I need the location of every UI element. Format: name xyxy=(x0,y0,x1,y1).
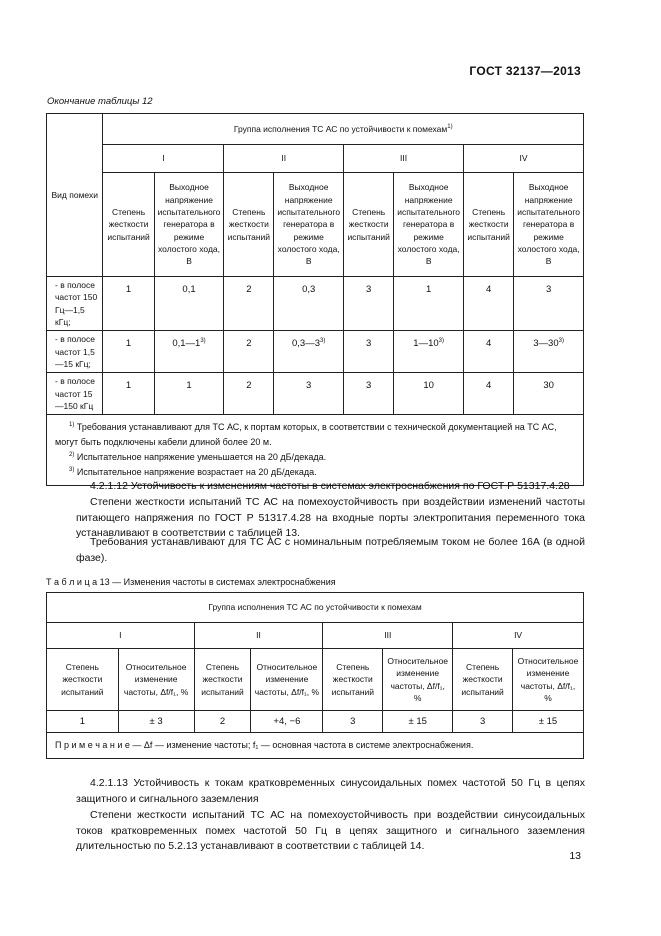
subheader-voltage: Выходное напряжение испытательного генератора в режиме холостого хода, В xyxy=(154,173,224,277)
subheader-relative-change: Относительное изменение частоты, Δf/f₁, % xyxy=(513,649,584,711)
row-label: - в полосе частот 150 Гц—1,5 кГц; xyxy=(47,277,103,331)
subheader-relative-change: Относительное изменение частоты, Δf/f₁, % xyxy=(118,649,194,711)
subheader-relative-change: Относительное изменение частоты, Δf/f₁, % xyxy=(251,649,323,711)
subheader-voltage: Выходное напряжение испытательного генератора в режиме холостого хода, В xyxy=(274,173,344,277)
table-cell: 30 xyxy=(514,373,584,415)
table-cell: 1 xyxy=(47,711,119,733)
table-cell: ± 15 xyxy=(513,711,584,733)
group-2-header: II xyxy=(194,623,323,649)
row-label: - в полосе частот 1,5—15 кГц; xyxy=(47,331,103,373)
table-cell: 0,1 xyxy=(154,277,224,331)
table-12 xyxy=(46,113,584,486)
table-cell: 1 xyxy=(103,331,154,373)
table-cell: 1—10$^{3)}$ xyxy=(394,331,464,373)
table-row xyxy=(47,277,584,331)
table-12-footnotes xyxy=(47,415,584,485)
table-cell: 4 xyxy=(464,331,514,373)
table-cell: 1 xyxy=(103,373,154,415)
table-row xyxy=(47,373,584,415)
table-cell: 1 xyxy=(103,277,154,331)
column-header-interference: Вид помехи xyxy=(47,114,103,277)
section-4-2-1-13-heading: 4.2.1.13 Устойчивость к токам кратковременных синусоидальных помех частотой 50 Гц в цепях защитного и сигнального заземления xyxy=(76,777,585,805)
table-cell: 3 xyxy=(344,277,394,331)
subheader-voltage: Выходное напряжение испытательного генератора в режиме холостого хода, В xyxy=(394,173,464,277)
group-4-header: IV xyxy=(464,145,584,173)
table-cell: 4 xyxy=(464,373,514,415)
footnote: $^{3)}$ Испытательное напряжение возрастает на 20 дБ/декада. xyxy=(69,466,317,477)
table-13-group-header: Группа исполнения ТС АС по устойчивости к помехам xyxy=(47,593,584,623)
subheader-degree: Степень жесткости испытаний xyxy=(194,649,251,711)
table-cell: ± 15 xyxy=(383,711,453,733)
table-cell: 3 xyxy=(344,373,394,415)
subheader-relative-change: Относительное изменение частоты, Δf/f₁, % xyxy=(383,649,453,711)
table-cell: 0,3 xyxy=(274,277,344,331)
subheader-degree: Степень жесткости испытаний xyxy=(323,649,383,711)
footnote: $^{2)}$ Испытательное напряжение уменьшается на 20 дБ/декада. xyxy=(69,451,327,462)
table-13-caption: Т а б л и ц а 13 — Изменения частоты в системах электроснабжения xyxy=(46,577,336,587)
table-cell: 2 xyxy=(194,711,251,733)
row-label: - в полосе частот 15—150 кГц xyxy=(47,373,103,415)
footnote: $^{1)}$ Требования устанавливают для ТС АС, к портам которых, в соответствии с технической документацией на ТС АС, могут быть подключены кабели длиной более 20 м. xyxy=(55,422,557,447)
table-13-note: П р и м е ч а н и е — Δf — изменение частоты; f₁ — основная частота в системе электроснабжения. xyxy=(47,733,584,759)
table-12-caption: Окончание таблицы 12 xyxy=(47,96,153,107)
group-2-header: II xyxy=(224,145,344,173)
subheader-voltage: Выходное напряжение испытательного генератора в режиме холостого хода, В xyxy=(514,173,584,277)
table-cell: 1 xyxy=(154,373,224,415)
subheader-degree: Степень жесткости испытаний xyxy=(47,649,119,711)
subheader-degree: Степень жесткости испытаний xyxy=(453,649,513,711)
table-cell: 2 xyxy=(224,373,274,415)
table-cell: 3 xyxy=(274,373,344,415)
table-cell: +4, −6 xyxy=(251,711,323,733)
table-cell: 1 xyxy=(394,277,464,331)
section-4-2-1-12-requirement: Требования устанавливают для ТС АС с номинальным потребляемым током не более 16А (в одной фазе). xyxy=(76,536,585,564)
subheader-degree: Степень жесткости испытаний xyxy=(224,173,274,277)
table-cell: ± 3 xyxy=(118,711,194,733)
table-cell: 0,3—3$^{3)}$ xyxy=(274,331,344,373)
group-3-header: III xyxy=(323,623,453,649)
section-4-2-1-12-heading: 4.2.1.12 Устойчивость к изменениям частоты в системах электроснабжения по ГОСТ Р 51317.4.28 xyxy=(90,480,570,492)
group-3-header: III xyxy=(344,145,464,173)
group-header: Группа исполнения ТС АС по устойчивости к помехам$^{1)}$ xyxy=(103,114,584,145)
table-cell: 2 xyxy=(224,331,274,373)
section-4-2-1-13-text: Степени жесткости испытаний ТС АС на помехоустойчивость при воздействии синусоидальных токов кратковременных помех частотой 50 Гц в цепях защитного и сигнального заземления длительностью по 5.2.13 устанавливают в соответствии с таблицей 14. xyxy=(76,809,585,853)
group-1-header: I xyxy=(103,145,224,173)
document-id: ГОСТ 32137—2013 xyxy=(469,64,581,78)
table-13 xyxy=(46,592,584,759)
table-cell: 3—30$^{3)}$ xyxy=(514,331,584,373)
section-4-2-1-12-text: Степени жесткости испытаний ТС АС на помехоустойчивость при воздействии изменений частоты питающего напряжения по ГОСТ Р 51317.4.28 на входные порты электропитания переменного тока устанавливают в соответствии с таблицей 13. xyxy=(76,496,585,540)
table-cell: 10 xyxy=(394,373,464,415)
table-cell: 4 xyxy=(464,277,514,331)
subheader-degree: Степень жесткости испытаний xyxy=(344,173,394,277)
page-number: 13 xyxy=(569,850,581,862)
table-row xyxy=(47,331,584,373)
table-cell: 3 xyxy=(514,277,584,331)
subheader-degree: Степень жесткости испытаний xyxy=(464,173,514,277)
group-1-header: I xyxy=(47,623,195,649)
table-cell: 3 xyxy=(453,711,513,733)
table-cell: 3 xyxy=(323,711,383,733)
table-cell: 2 xyxy=(224,277,274,331)
group-4-header: IV xyxy=(453,623,584,649)
table-cell: 0,1—1$^{3)}$ xyxy=(154,331,224,373)
table-cell: 3 xyxy=(344,331,394,373)
subheader-degree: Степень жесткости испытаний xyxy=(103,173,154,277)
